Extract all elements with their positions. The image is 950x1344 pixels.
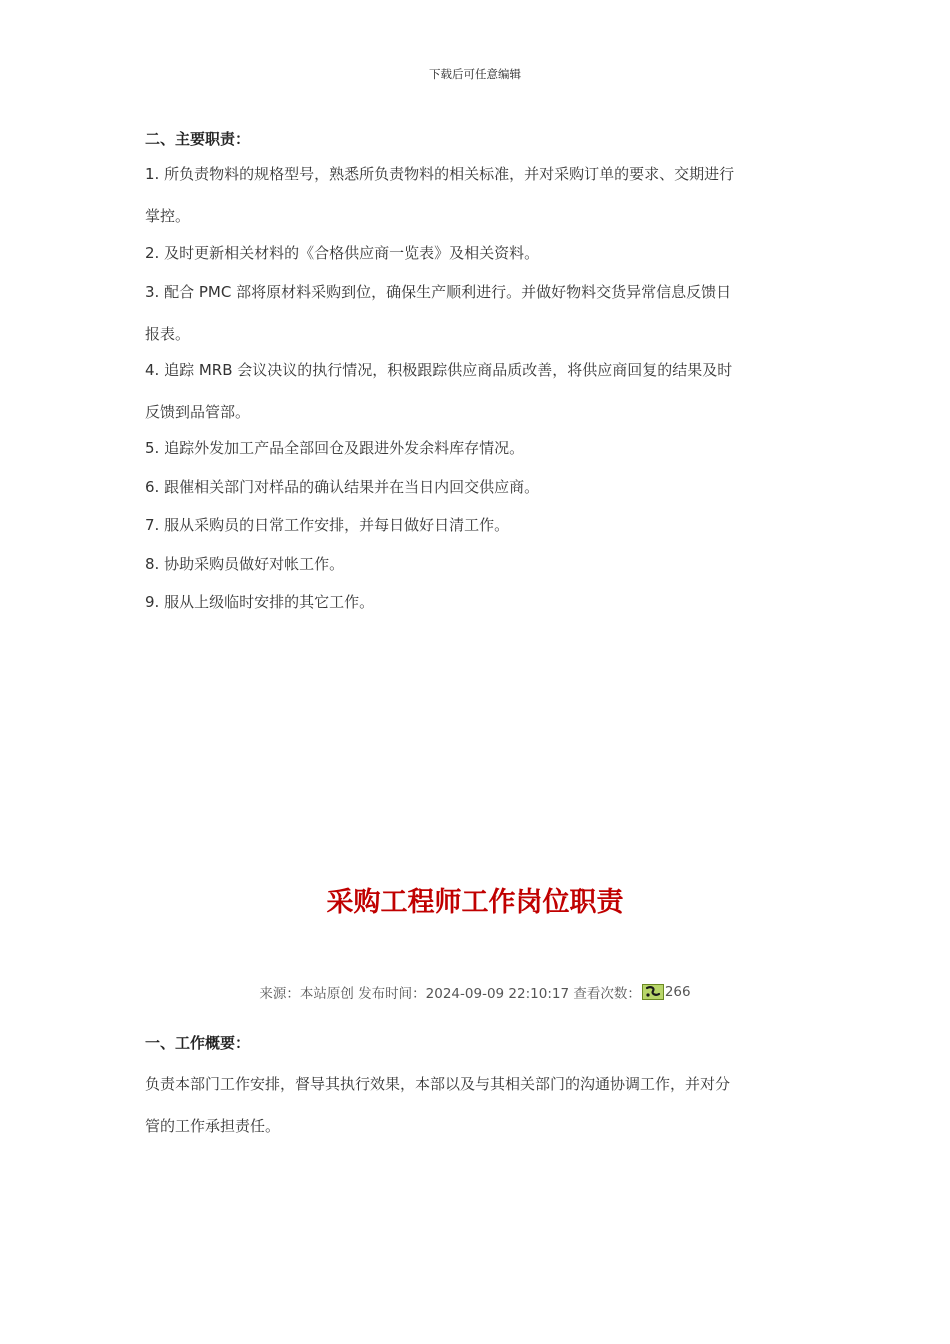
duty-item-line: 掌控。: [145, 207, 191, 225]
view-count-icon: [642, 984, 664, 1000]
duty-item-line: 7. 服从采购员的日常工作安排，并每日做好日清工作。: [145, 516, 510, 534]
overview-line: 负责本部门工作安排，督导其执行效果，本部以及与其相关部门的沟通协调工作，并对分: [145, 1075, 731, 1093]
article-meta-source: 来源：本站原创 发布时间：2024-09-09 22:10:17 查看次数：: [259, 986, 641, 1002]
duty-item-4: [145, 359, 732, 422]
duty-item-line: 1. 所负责物料的规格型号，熟悉所负责物料的相关标准，并对采购订单的要求、交期进行: [145, 165, 735, 183]
duty-item-9: [145, 591, 374, 612]
section-heading-duties: 二、主要职责：: [145, 130, 251, 148]
duty-item-5: [145, 437, 524, 458]
duty-item-7: [145, 514, 509, 535]
duty-item-line: 6. 跟催相关部门对样品的确认结果并在当日内回交供应商。: [145, 478, 540, 496]
duty-item-line: 5. 追踪外发加工产品全部回仓及跟进外发余料库存情况。: [145, 439, 525, 457]
view-count: 266: [664, 984, 691, 1000]
duty-item-1: [145, 163, 734, 226]
overview-paragraph: [145, 1073, 730, 1136]
duty-item-line: 报表。: [145, 325, 191, 343]
overview-line: 管的工作承担责任。: [145, 1117, 281, 1135]
duty-item-6: [145, 476, 539, 497]
duty-item-line: 反馈到品管部。: [145, 403, 251, 421]
article-meta: [0, 982, 950, 1002]
duty-item-8: [145, 553, 344, 574]
duty-item-3: [145, 281, 731, 344]
duty-item-line: 2. 及时更新相关材料的《合格供应商一览表》及相关资料。: [145, 244, 540, 262]
section-heading-overview: 一、工作概要：: [145, 1034, 251, 1052]
duty-item-2: [145, 242, 539, 263]
duty-item-line: 8. 协助采购员做好对帐工作。: [145, 555, 345, 573]
duty-item-line: 9. 服从上级临时安排的其它工作。: [145, 593, 375, 611]
duty-item-line: 4. 追踪 MRB 会议决议的执行情况，积极跟踪供应商品质改善，将供应商回复的结果及时: [145, 361, 733, 379]
header-note: 下载后可任意编辑: [429, 67, 521, 81]
duty-item-line: 3. 配合 PMC 部将原材料采购到位，确保生产顺利进行。并做好物料交货异常信息反馈日: [145, 283, 732, 301]
article-title: 采购工程师工作岗位职责: [326, 887, 624, 918]
